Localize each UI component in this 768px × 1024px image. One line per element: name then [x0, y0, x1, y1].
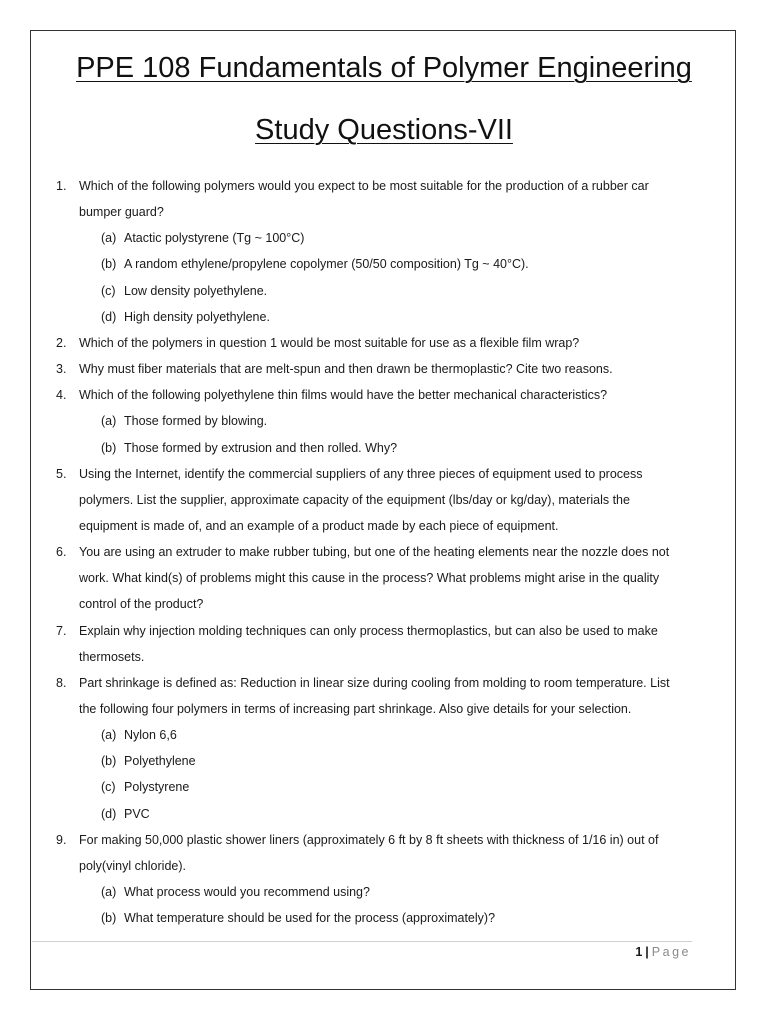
- page-word: Page: [651, 945, 691, 959]
- question-text: Using the Internet, identify the commercial suppliers of any three pieces of equipment used to process: [79, 466, 643, 481]
- question-number: 4.: [56, 388, 67, 403]
- question-text: Which of the following polyethylene thin films would have the better mechanical characteristics?: [79, 388, 608, 403]
- page-footer: [635, 944, 691, 960]
- question-text: the following four polymers in terms of increasing part shrinkage. Also give details for your selection.: [79, 702, 632, 716]
- option-text: Those formed by extrusion and then rolled. Why?: [124, 440, 398, 455]
- option-text: Polystyrene: [124, 780, 190, 795]
- option-text: Polyethylene: [124, 754, 196, 769]
- option-label: (a): [101, 728, 117, 743]
- option-label: (b): [101, 754, 117, 769]
- question-text: Explain why injection molding techniques can only process thermoplastics, but can also be used to make: [79, 623, 658, 638]
- question-text: poly(vinyl chloride).: [79, 858, 186, 873]
- page-number: 1: [635, 945, 643, 959]
- question-number: 1.: [56, 179, 67, 193]
- option-text: What process would you recommend using?: [124, 885, 370, 899]
- question-text: thermosets.: [79, 649, 145, 664]
- question-text: For making 50,000 plastic shower liners (approximately 6 ft by 8 ft sheets with thickness of 1/16 in) out of: [79, 832, 659, 847]
- option-label: (d): [101, 806, 117, 821]
- option-text: Those formed by blowing.: [124, 414, 268, 429]
- document-title: PPE 108 Fundamentals of Polymer Engineering: [76, 52, 692, 84]
- question-text: You are using an extruder to make rubber tubing, but one of the heating elements near the nozzle does not: [79, 545, 670, 560]
- option-label: (b): [101, 911, 117, 926]
- document-subtitle: Study Questions-VII: [255, 114, 513, 146]
- question-text: Which of the following polymers would you expect to be most suitable for the production of a rubber car: [79, 179, 649, 193]
- footer-divider: [32, 941, 692, 942]
- option-label: (c): [101, 780, 116, 795]
- question-text: control of the product?: [79, 597, 204, 612]
- option-text: Nylon 6,6: [124, 728, 177, 743]
- question-text: Why must fiber materials that are melt-spun and then drawn be thermoplastic? Cite two reasons.: [79, 362, 613, 376]
- footer-separator: |: [645, 945, 649, 959]
- question-text: bumper guard?: [79, 205, 164, 220]
- option-text: What temperature should be used for the process (approximately)?: [124, 911, 496, 926]
- option-text: High density polyethylene.: [124, 309, 270, 324]
- question-number: 5.: [56, 466, 67, 481]
- question-number: 7.: [56, 623, 67, 638]
- question-text: Part shrinkage is defined as: Reduction in linear size during cooling from molding to room temperature. List: [79, 675, 670, 690]
- option-text: Low density polyethylene.: [124, 283, 268, 298]
- option-text: PVC: [124, 806, 150, 821]
- option-label: (c): [101, 283, 116, 298]
- question-text: polymers. List the supplier, approximate capacity of the equipment (lbs/day or kg/day), materials the: [79, 492, 630, 507]
- option-text: A random ethylene/propylene copolymer (50/50 composition) Tg ~ 40°C).: [124, 257, 529, 272]
- question-number: 6.: [56, 545, 67, 560]
- option-text: Atactic polystyrene (Tg ~ 100°C): [124, 231, 305, 246]
- option-label: (a): [101, 885, 117, 899]
- option-label: (b): [101, 257, 117, 272]
- question-text: Which of the polymers in question 1 would be most suitable for use as a flexible film wrap?: [79, 335, 580, 350]
- question-text: work. What kind(s) of problems might this cause in the process? What problems might arise in the quality: [79, 571, 660, 586]
- question-number: 2.: [56, 335, 67, 350]
- option-label: (a): [101, 414, 117, 429]
- option-label: (a): [101, 231, 117, 246]
- question-number: 8.: [56, 675, 67, 690]
- question-text: equipment is made of, and an example of a product made by each piece of equipment.: [79, 519, 559, 533]
- question-number: 9.: [56, 832, 67, 847]
- option-label: (d): [101, 309, 117, 324]
- question-number: 3.: [56, 362, 67, 376]
- option-label: (b): [101, 440, 117, 455]
